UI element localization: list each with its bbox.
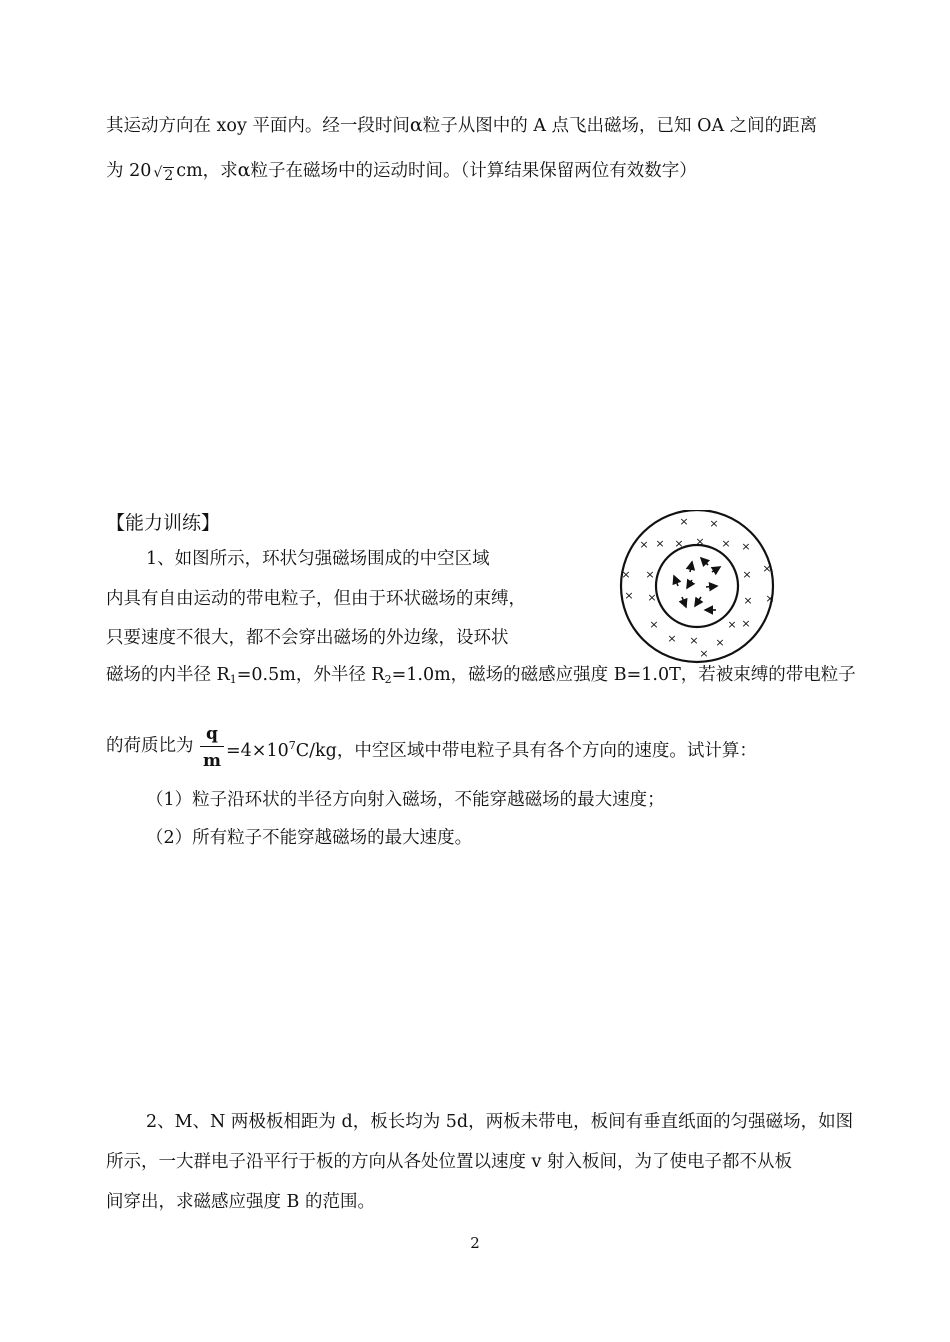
- subscript: 1: [229, 673, 237, 686]
- velocity-arrow: [682, 597, 686, 607]
- fraction-numerator: q: [200, 724, 224, 747]
- field-x-mark: ×: [741, 540, 751, 553]
- fraction-denominator: m: [203, 751, 221, 771]
- field-x-mark: ×: [624, 589, 634, 602]
- q1-line: 只要速度不很大，都不会穿出磁场的外边缘，设环状: [106, 628, 509, 648]
- field-x-mark: ×: [699, 647, 709, 660]
- q1-line: 内具有自由运动的带电粒子，但由于环状磁场的束缚，: [106, 589, 526, 609]
- velocity-arrow: [706, 586, 717, 587]
- field-x-mark: ×: [695, 535, 705, 548]
- velocity-arrows: [674, 558, 720, 610]
- page-number: 2: [470, 1234, 480, 1252]
- radicand: 2: [164, 168, 174, 184]
- text-run: 粒子从图中的 A 点飞出磁场，已知 OA 之间的距离: [422, 116, 818, 136]
- text-line: [106, 158, 697, 184]
- velocity-arrow: [701, 558, 708, 565]
- velocity-arrow: [687, 580, 692, 588]
- q1-line: [106, 663, 856, 692]
- field-x-mark: ×: [689, 634, 699, 647]
- text-run: 其运动方向在 xoy 平面内。经一段时间: [106, 116, 410, 136]
- field-x-mark: ×: [762, 562, 772, 575]
- q2-line: 2、M、N 两极板相距为 d，板长均为 5d，两板未带电，板间有垂直纸面的匀强磁场，如图: [146, 1112, 854, 1132]
- field-x-mark: ×: [743, 594, 753, 607]
- alpha-symbol: α: [409, 114, 423, 136]
- subscript: 2: [384, 673, 392, 686]
- charge-mass-fraction: [200, 724, 224, 771]
- field-x-mark: ×: [649, 618, 659, 631]
- sqrt-expression: [153, 159, 174, 184]
- text-line: [106, 113, 817, 138]
- section-heading: 【能力训练】: [106, 512, 221, 534]
- field-x-mark: ×: [674, 537, 684, 550]
- text-run: 磁场的内半径 R: [106, 665, 230, 685]
- text-run: 为 20: [106, 161, 152, 181]
- q1-part-2: （2）所有粒子不能穿越磁场的最大速度。: [146, 828, 473, 848]
- text-run: C/kg，中空区域中带电粒子具有各个方向的速度。试计算：: [295, 741, 757, 761]
- q2-line: 间穿出，求磁感应强度 B 的范围。: [106, 1192, 375, 1212]
- field-x-mark: ×: [639, 538, 649, 551]
- q1-line: 1、如图所示，环状匀强磁场围成的中空区域: [146, 549, 490, 569]
- field-x-mark: ×: [647, 591, 657, 604]
- text-run: =1.0m，磁场的磁感应强度 B=1.0T，若被束缚的带电粒子: [391, 665, 856, 685]
- field-x-mark: ×: [765, 592, 775, 605]
- text-run: =0.5m，外半径 R: [236, 665, 385, 685]
- field-x-mark: ×: [709, 517, 719, 530]
- radical-sign: √: [153, 165, 163, 181]
- field-x-mark: ×: [655, 537, 665, 550]
- inner-boundary: [656, 545, 738, 627]
- field-x-mark: ×: [727, 618, 737, 631]
- field-x-mark: ×: [721, 537, 731, 550]
- field-x-mark: ×: [715, 636, 725, 649]
- superscript: 7: [288, 739, 296, 752]
- q2-line: 所示，一大群电子沿平行于板的方向从各处位置以速度 v 射入板间，为了使电子都不从板: [106, 1152, 793, 1172]
- field-x-mark: ×: [742, 568, 752, 581]
- q1-line: 的荷质比为: [106, 736, 194, 756]
- velocity-arrow: [674, 576, 678, 586]
- velocity-arrow: [690, 562, 692, 572]
- text-run: cm，求: [176, 161, 238, 181]
- q1-line: [226, 734, 757, 763]
- field-x-mark: ×: [741, 617, 751, 630]
- q1-part-1: （1）粒子沿环状的半径方向射入磁场，不能穿越磁场的最大速度；: [146, 790, 665, 810]
- field-x-mark: ×: [667, 632, 677, 645]
- field-x-mark: ×: [621, 568, 631, 581]
- velocity-arrow: [695, 597, 701, 606]
- text-run: =4×10: [226, 741, 289, 761]
- annular-field-figure: [616, 510, 786, 665]
- text-run: 粒子在磁场中的运动时间。（计算结果保留两位有效数字）: [250, 161, 697, 181]
- velocity-arrow: [712, 567, 720, 572]
- field-x-mark: ×: [679, 515, 689, 528]
- alpha-symbol: α: [237, 159, 251, 181]
- field-x-mark: ×: [645, 568, 655, 581]
